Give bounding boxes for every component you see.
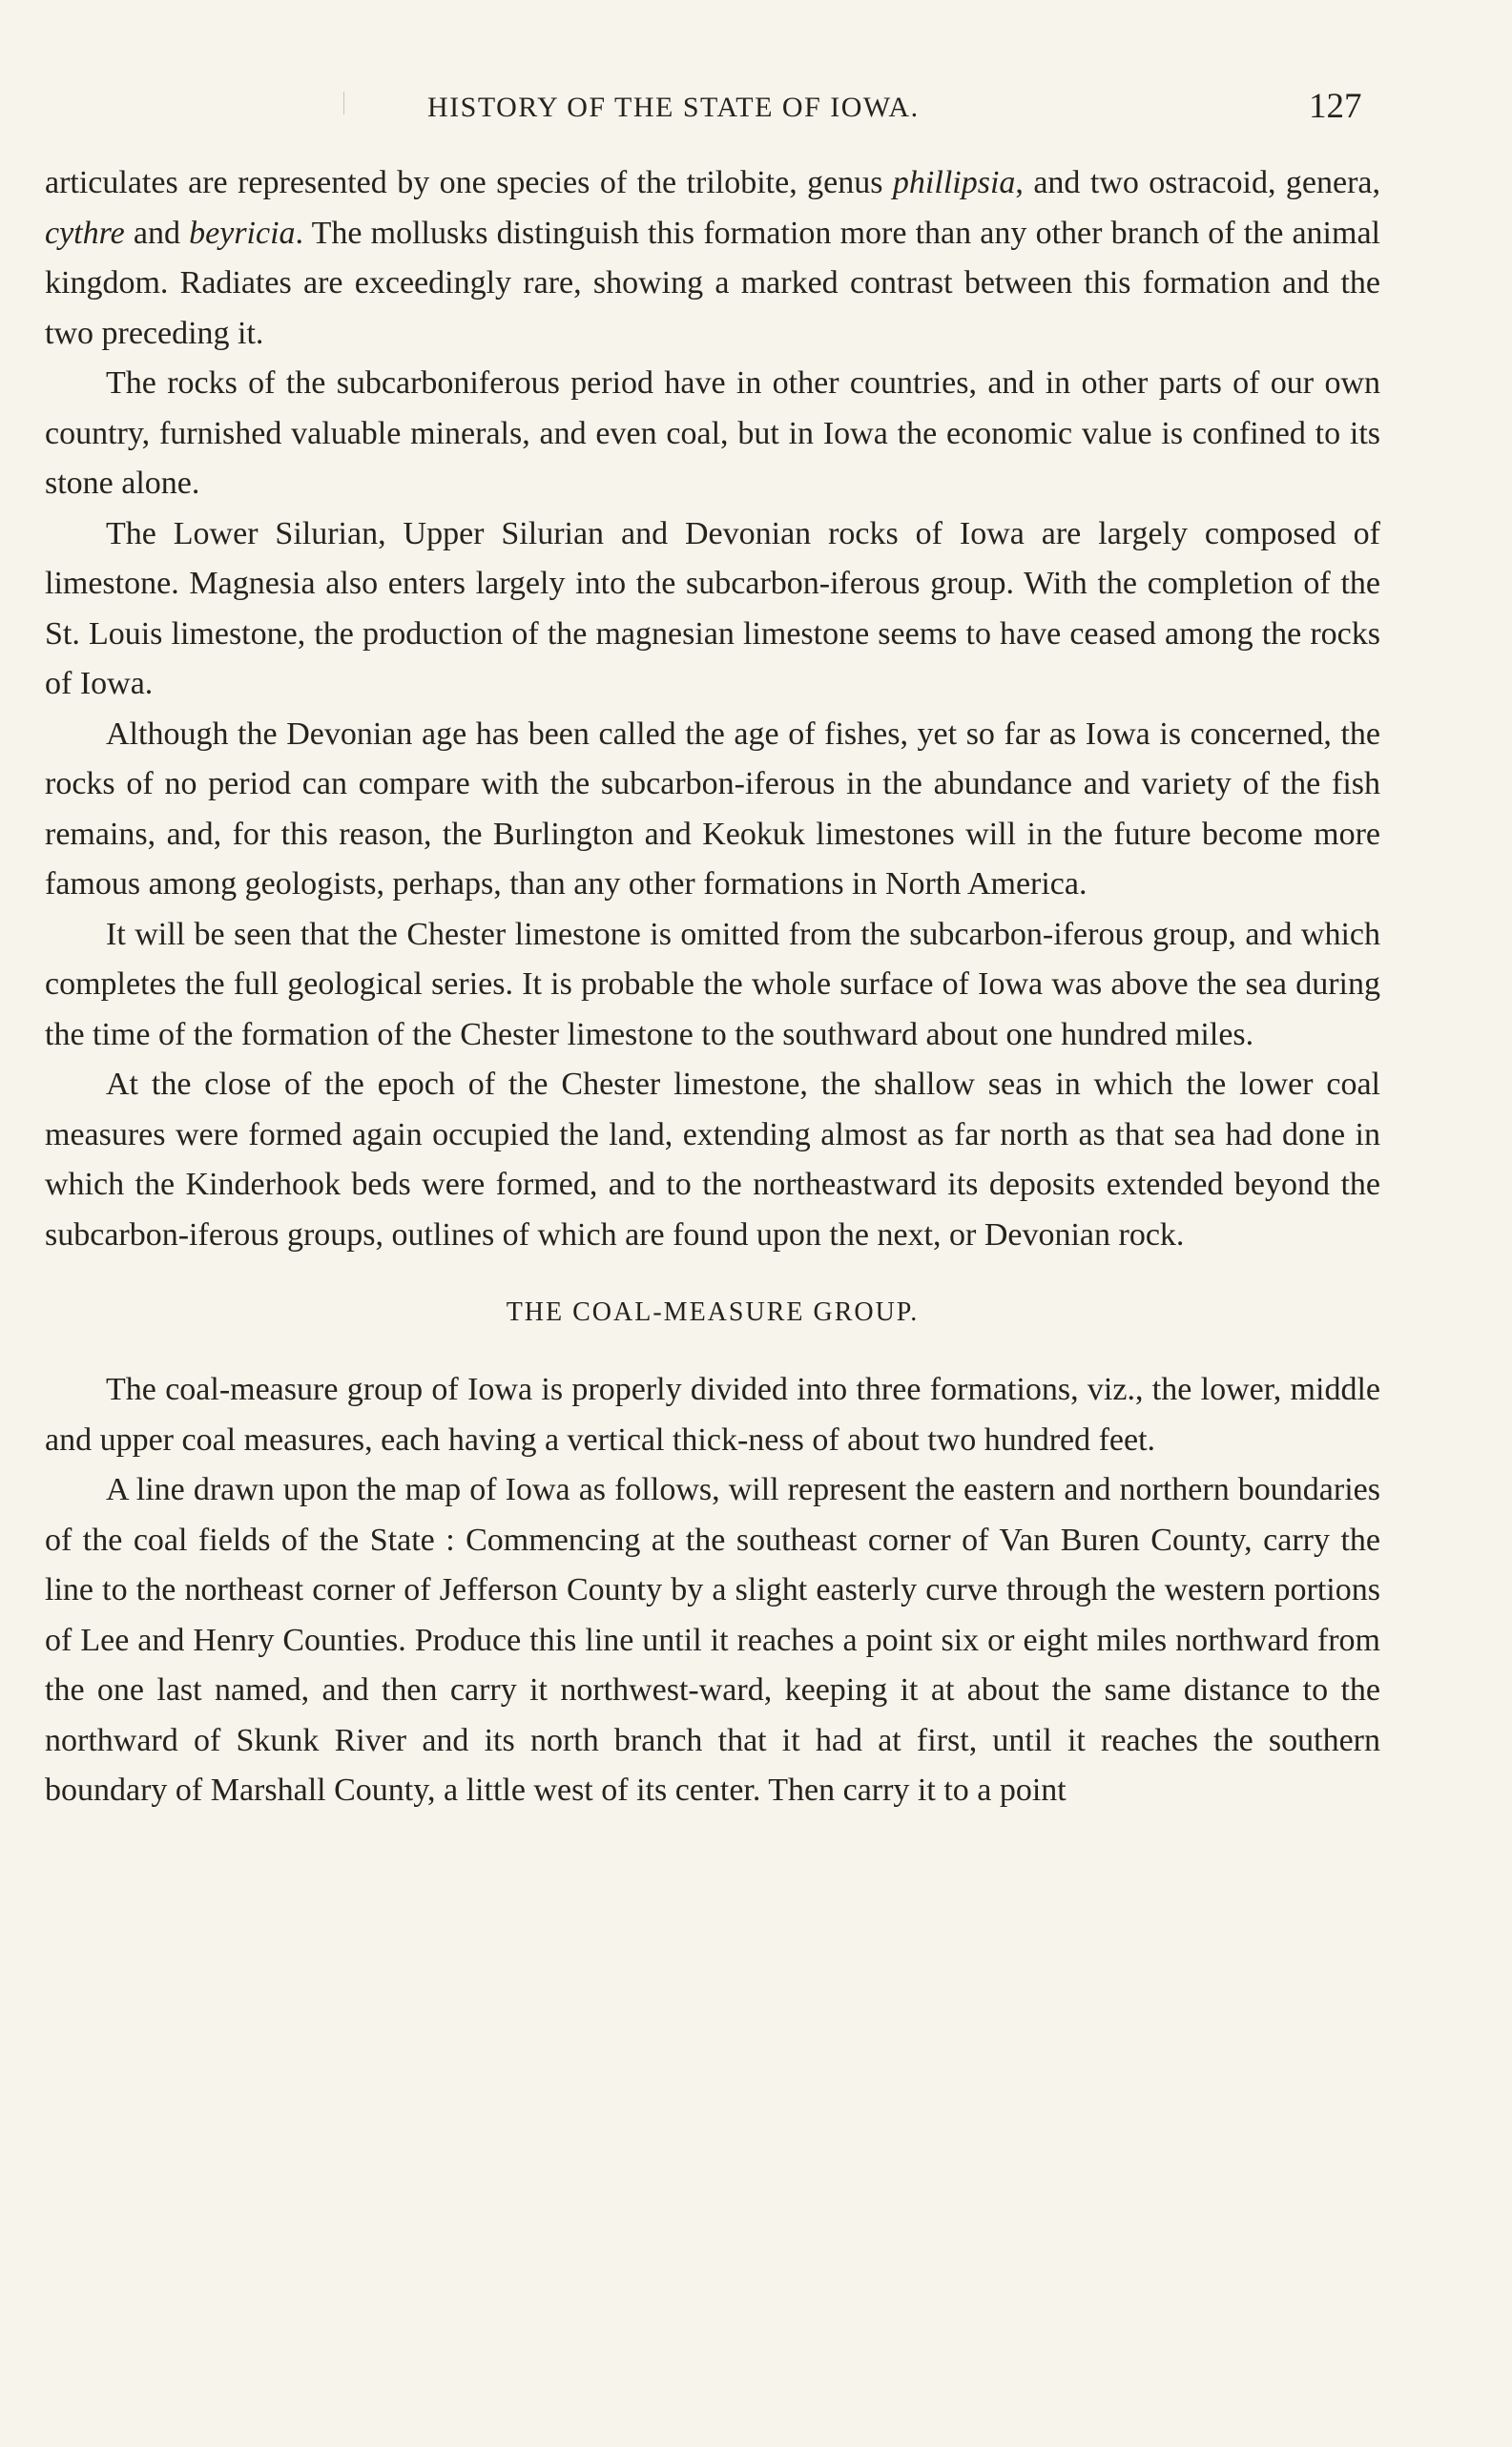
paragraph-trilobite [45,158,1380,359]
gutter-mark [343,92,344,114]
paragraph-subcarboniferous: The rocks of the subcarboniferous period have in other countries, and in other parts of our own country, furnished valuable minerals, and even coal, but in Iowa the economic value is confined to its stone alone. [45,365,1380,501]
page-number: 127 [1309,87,1362,126]
running-title: HISTORY OF THE STATE OF IOWA. [427,92,920,123]
paragraph-text: . The mollusks distinguish this formation more than any other branch of the animal kingdom. Radiates are exceedingly rare, showing a marked contrast between this formation and the two preceding it. [45,215,1380,351]
running-head [0,86,1512,134]
paragraph-text: articulates are represented by one species of the trilobite, genus [45,165,893,200]
paragraph-chester: It will be seen that the Chester limestone is omitted from the subcarbon-iferous group, and which completes the full geological series. It is probable the whole surface of Iowa was above the sea during the time of the formation of the Chester limestone to the southward about one hundred miles. [45,916,1380,1052]
paragraph-devonian: Although the Devonian age has been called the age of fishes, yet so far as Iowa is concerned, the rocks of no period can compare with the subcarbon-iferous in the abundance and variety of the fish remains, and, for this reason, the Burlington and Keokuk limestones will in the future become more famous among geologists, perhaps, than any other formations in North America. [45,715,1380,902]
genus-name: cythre [45,215,125,251]
genus-name: phillipsia [892,165,1016,200]
genus-name: beyricia [189,215,296,251]
section-heading: THE COAL-MEASURE GROUP. [506,1297,920,1327]
paragraph-limestone: The Lower Silurian, Upper Silurian and Devonian rocks of Iowa are largely composed of limestone. Magnesia also enters largely into the subcarbon-iferous group. With the completion of the St. Louis limestone, the production of the magnesian limestone seems to have ceased among the rocks of Iowa. [45,515,1380,701]
paragraph-boundary-line: A line drawn upon the map of Iowa as follows, will represent the eastern and northern boundaries of the coal fields of the State : Commencing at the southeast corner of Van Buren County, carry the line to the northeast corner of Jefferson County by a slight easterly curve through the western portions of Lee and Henry Counties. Produce this line until it reaches a point six or eight miles northward from the one last named, and then carry it northwest-ward, keeping it at about the same distance to the northward of Skunk River and its north branch that it had at first, until it reaches the southern boundary of Marshall County, a little west of its center. Then carry it to a point [45,1472,1380,1808]
body-text [45,158,1380,1816]
paragraph-text: and [124,215,190,251]
paragraph-text: , and two ostracoid, genera, [1015,165,1380,200]
paragraph-coal-seas: At the close of the epoch of the Chester limestone, the shallow seas in which the lower coal measures were formed again occupied the land, extending almost as far north as that sea had done in which the Kinderhook beds were formed, and to the northeastward its deposits extended beyond the subcarbon-iferous groups, outlines of which are found upon the next, or Devonian rock. [45,1067,1380,1253]
paragraph-coal-measure: The coal-measure group of Iowa is properly divided into three formations, viz., the lower, middle and upper coal measures, each having a vertical thick-ness of about two hundred feet. [45,1372,1380,1458]
